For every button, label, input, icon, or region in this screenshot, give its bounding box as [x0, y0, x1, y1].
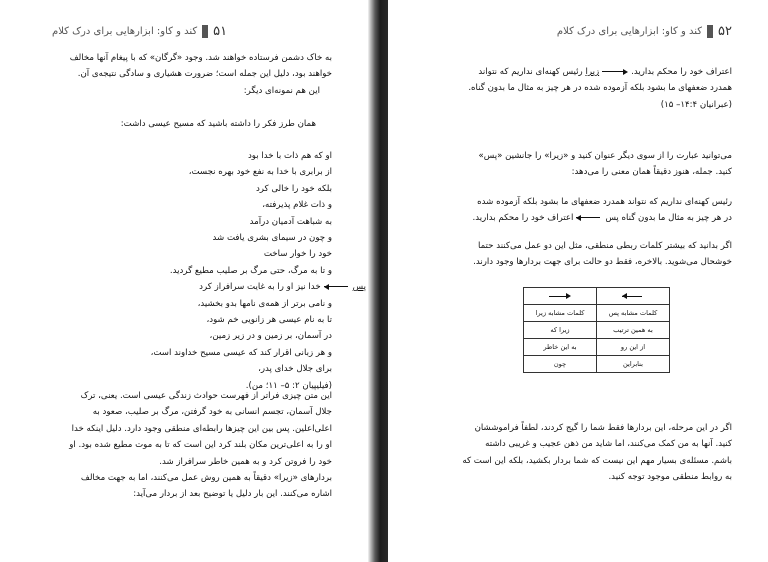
- left-page-number: ۵۱: [213, 23, 228, 39]
- table-cell: به این خاطر: [524, 339, 597, 356]
- example-two: [416, 194, 732, 227]
- left-lead-in: [42, 116, 332, 132]
- table-cell: به همین ترتیب: [597, 322, 670, 339]
- text-line: به خاک دشمن فرستاده خواهند شد. وجود «گرگان» که با پیغام آنها مخالف: [69, 53, 332, 63]
- poem-line: و تا به مرگ، حتی مرگ بر صلیب مطیع گردید.: [169, 265, 332, 276]
- text-line: کنید. جمله، هنوز دقیقاً همان معنی را می‌دهد:: [571, 167, 732, 178]
- table-cell: کلمات مشابه زیرا: [524, 305, 597, 322]
- example-one-line: [416, 64, 732, 80]
- table-row: [524, 305, 670, 322]
- poem-line: از برابری با خدا به نفع خود بهره نجست،: [188, 167, 332, 178]
- text-line: اگر در این مرحله، این بردارها فقط شما را گیج کردند، لطفاً فراموششان: [474, 423, 732, 433]
- example-one-text: رئیس کهنه‌ای نداریم که نتواند: [478, 67, 583, 77]
- arrow-left-icon: [324, 283, 350, 291]
- table-cell: از این رو: [597, 339, 670, 356]
- left-running-header: کند و کاو: ابزارهایی برای درک کلام: [52, 25, 198, 37]
- left-page-header: [52, 22, 227, 40]
- text-line: اگر بدانید که بیشتر کلمات ربطی منطقی، مثل این دو عمل می‌کنند حتما: [477, 241, 732, 251]
- marked-word-zira: زیرا: [585, 67, 600, 77]
- poem-line: خود را خوار ساخت: [263, 249, 332, 260]
- table-cell: بنابراین: [597, 356, 670, 373]
- text-line: این متن چیزی فراتر از فهرست حوادث زندگی عیسی است. یعنی، ترک: [80, 391, 332, 401]
- text-line: همدرد ضعفهای ما بشود بلکه آزموده شده در هر چیز به مثال ما بدون گناه.: [468, 83, 732, 94]
- text-line: اعلی‌اعلین. پس بین این چیزها رابطه‌ای منطقی وجود دارد. دلیل اینکه خدا: [71, 423, 332, 434]
- example-one-citation: (عبرانیان ۱۴:۴– ۱۵): [660, 99, 732, 110]
- text-line: اشاره می‌کنند. این بار دلیل یا توضیح بعد از بردار می‌آید:: [133, 489, 332, 500]
- poem-line: تا به نام عیسی هر زانویی خم شود،: [206, 315, 332, 326]
- paragraph-two: [416, 148, 732, 181]
- text-line: خوشحال می‌شوید. بالاخره، فقط دو حالت برای جهت بردارها وجود دارند.: [473, 257, 732, 268]
- left-intro: [42, 50, 332, 99]
- text-line: این هم نمونه‌ای دیگر:: [243, 85, 320, 96]
- text-line: خود را فروتن کرد و به همین خاطر سرافراز شد.: [159, 456, 332, 467]
- poem-line: و نامی برتر از همه‌ی نامها بدو بخشید،: [197, 298, 332, 309]
- poem-line: و هر زبانی اقرار کند که عیسی مسیح خداوند است،: [150, 347, 332, 358]
- right-page-number: ۵۲: [718, 23, 732, 39]
- text-line: رئیس کهنه‌ای نداریم که نتواند همدرد ضعفهای ما بشود بلکه آزموده شده: [477, 197, 732, 207]
- table-row: [524, 288, 670, 305]
- table-cell: کلمات مشابه پس: [597, 305, 670, 322]
- table-cell: چون: [524, 356, 597, 373]
- poem: [42, 148, 366, 394]
- text-line: به روابط منطقی موجود توجه کنید.: [608, 472, 732, 483]
- poem-line: به شباهت آدمیان درآمد: [249, 216, 332, 227]
- paragraph-three: [416, 238, 732, 271]
- marked-word-pas: پس: [352, 282, 366, 293]
- poem-citation: (فیلیپیان ۲: ۵– ۱۱؛ من).: [245, 380, 332, 391]
- poem-line: و چون در سیمای بشری یافت شد: [212, 233, 332, 244]
- table-header-cell: [524, 288, 597, 305]
- table-header-cell: [597, 288, 670, 305]
- book-gutter: [368, 0, 388, 562]
- arrow-left-icon: [576, 214, 602, 222]
- connector-table: [523, 287, 670, 373]
- poem-line: در آسمان، بر زمین و در زیر زمین،: [209, 331, 332, 342]
- table-cell: زیرا که: [524, 322, 597, 339]
- example-one-text: اعتراف خود را محکم بدارید.: [631, 67, 732, 77]
- table-row: [524, 339, 670, 356]
- text-line: باشم. مسئله‌ی بسیار مهم این نیست که شما بردار بکشید، بلکه این است که: [462, 455, 732, 466]
- poem-line: برای جلال خدای پدر،: [258, 364, 332, 375]
- header-bar: [707, 25, 713, 38]
- arrow-left-icon: [622, 292, 644, 300]
- left-closing: [42, 388, 332, 503]
- text-line: بردارهای «زیرا» دقیقاً به همین روش عمل می‌کنند، اما به جهت مخالف: [80, 473, 332, 484]
- text-line: کنید. آنها به من کمک می‌کنند، اما شاید من ذهن عجیب و غریبی داشته: [485, 439, 732, 450]
- arrow-right-icon: [602, 68, 628, 76]
- header-bar: [202, 25, 208, 38]
- arrow-right-icon: [549, 292, 571, 300]
- right-closing: [416, 420, 732, 486]
- poem-line: او که هم ذات با خدا بود: [247, 151, 332, 161]
- text-line: خواهند بود، دلیل این جمله است؛ ضرورت هشیاری و سادگی نتیجه‌ی آن.: [77, 69, 332, 80]
- text-line: جلال آسمان، تجسم انسانی به خود گرفتن، مرگ بر صلیب، صعود به: [92, 407, 332, 418]
- poem-line-marked: [42, 279, 366, 295]
- example-two-text: در هر چیز به مثال ما بدون گناه پس: [605, 213, 732, 224]
- right-page-header: [557, 22, 732, 40]
- table-row: [524, 322, 670, 339]
- example-two-text: اعتراف خود را محکم بدارید.: [472, 213, 574, 224]
- right-running-header: کند و کاو: ابزارهایی برای درک کلام: [556, 25, 703, 37]
- right-page: [388, 0, 768, 562]
- marked-line-text: خدا نیز او را به غایت سرافراز کرد: [199, 282, 321, 293]
- poem-line: و ذات غلام پذیرفته،: [262, 200, 332, 211]
- example-two-line: [416, 210, 732, 226]
- example-one: [416, 64, 732, 113]
- lead-in-line: همان طرز فکر را داشته باشید که مسیح عیسی داشت:: [120, 119, 316, 129]
- poem-line: بلکه خود را خالی کرد: [255, 183, 332, 194]
- text-line: می‌توانید عبارت را از سوی دیگر عنوان کنید و «زیرا» را جانشین «پس»: [478, 151, 732, 161]
- left-page: [0, 0, 368, 562]
- text-line: او را به اعلی‌ترین مکان بلند کرد این است که تا به موت مطیع شده بود. او: [69, 440, 332, 451]
- table-row: [524, 356, 670, 373]
